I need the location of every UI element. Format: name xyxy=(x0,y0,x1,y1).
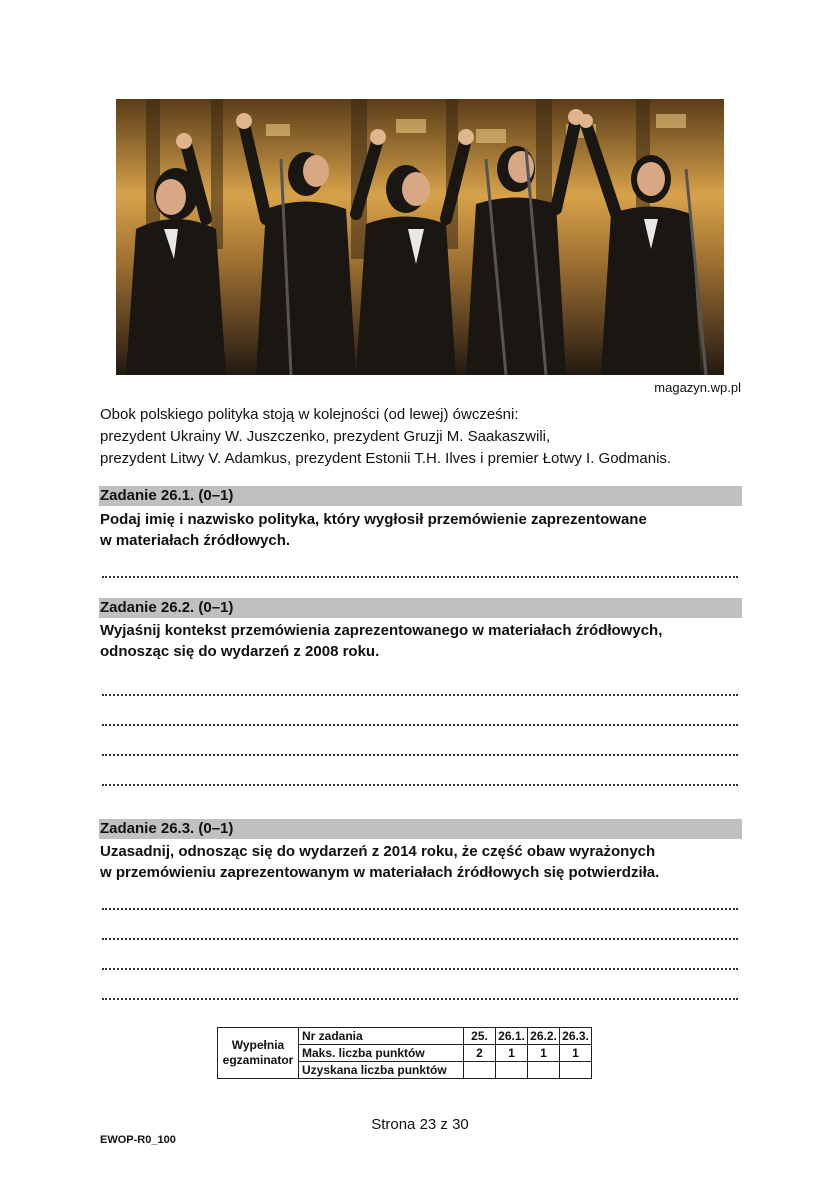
answer-line[interactable] xyxy=(102,718,738,726)
answer-line[interactable] xyxy=(102,932,738,940)
max-points: 1 xyxy=(560,1045,592,1062)
task-number: 26.1. xyxy=(496,1028,528,1045)
question-line: odnosząc się do wydarzeń z 2008 roku. xyxy=(100,643,380,660)
task-number: 26.3. xyxy=(560,1028,592,1045)
task-number: 25. xyxy=(464,1028,496,1045)
task-26-1-header: Zadanie 26.1. (0–1) xyxy=(99,486,742,506)
row-task-label: Nr zadania xyxy=(299,1028,464,1045)
task-26-2-question xyxy=(100,620,740,662)
examiner-label: Wypełnia egzaminator xyxy=(218,1028,299,1079)
answer-line[interactable] xyxy=(102,748,738,756)
photo-credit: magazyn.wp.pl xyxy=(654,380,741,395)
max-points: 1 xyxy=(528,1045,560,1062)
task-26-3-header: Zadanie 26.3. (0–1) xyxy=(99,819,742,839)
answer-line[interactable] xyxy=(102,902,738,910)
page-number: Strona 23 z 30 xyxy=(371,1116,469,1133)
intro-line: prezydent Ukrainy W. Juszczenko, prezydent Gruzji M. Saakaszwili, xyxy=(100,428,551,445)
obtained-points-cell[interactable] xyxy=(464,1062,496,1079)
answer-line[interactable] xyxy=(102,962,738,970)
question-line: w przemówieniu zaprezentowanym w materiałach źródłowych się potwierdziła. xyxy=(100,864,660,881)
question-line: w materiałach źródłowych. xyxy=(100,532,291,549)
intro-text xyxy=(100,404,750,470)
score-table xyxy=(217,1027,592,1079)
task-number: 26.2. xyxy=(528,1028,560,1045)
obtained-points-cell[interactable] xyxy=(560,1062,592,1079)
answer-line[interactable] xyxy=(102,778,738,786)
photo-image xyxy=(116,99,724,375)
question-line: Uzasadnij, odnosząc się do wydarzeń z 2014 roku, że część obaw wyrażonych xyxy=(100,843,656,860)
intro-line: prezydent Litwy V. Adamkus, prezydent Estonii T.H. Ilves i premier Łotwy I. Godmanis. xyxy=(100,450,672,467)
photo-illustration xyxy=(116,99,724,375)
task-26-1-question xyxy=(100,509,740,551)
max-points: 2 xyxy=(464,1045,496,1062)
question-line: Wyjaśnij kontekst przemówienia zaprezentowanego w materiałach źródłowych, xyxy=(100,622,663,639)
row-max-label: Maks. liczba punktów xyxy=(299,1045,464,1062)
answer-line[interactable] xyxy=(102,688,738,696)
answer-line[interactable] xyxy=(102,570,738,578)
document-code: EWOP-R0_100 xyxy=(100,1134,176,1146)
answer-line[interactable] xyxy=(102,992,738,1000)
question-line: Podaj imię i nazwisko polityka, który wygłosił przemówienie zaprezentowane xyxy=(100,511,647,528)
intro-line: Obok polskiego polityka stoją w kolejności (od lewej) ówcześni: xyxy=(100,406,519,423)
max-points: 1 xyxy=(496,1045,528,1062)
task-26-2-header: Zadanie 26.2. (0–1) xyxy=(99,598,742,618)
obtained-points-cell[interactable] xyxy=(496,1062,528,1079)
row-obtained-label: Uzyskana liczba punktów xyxy=(299,1062,464,1079)
obtained-points-cell[interactable] xyxy=(528,1062,560,1079)
task-26-3-question xyxy=(100,841,740,883)
